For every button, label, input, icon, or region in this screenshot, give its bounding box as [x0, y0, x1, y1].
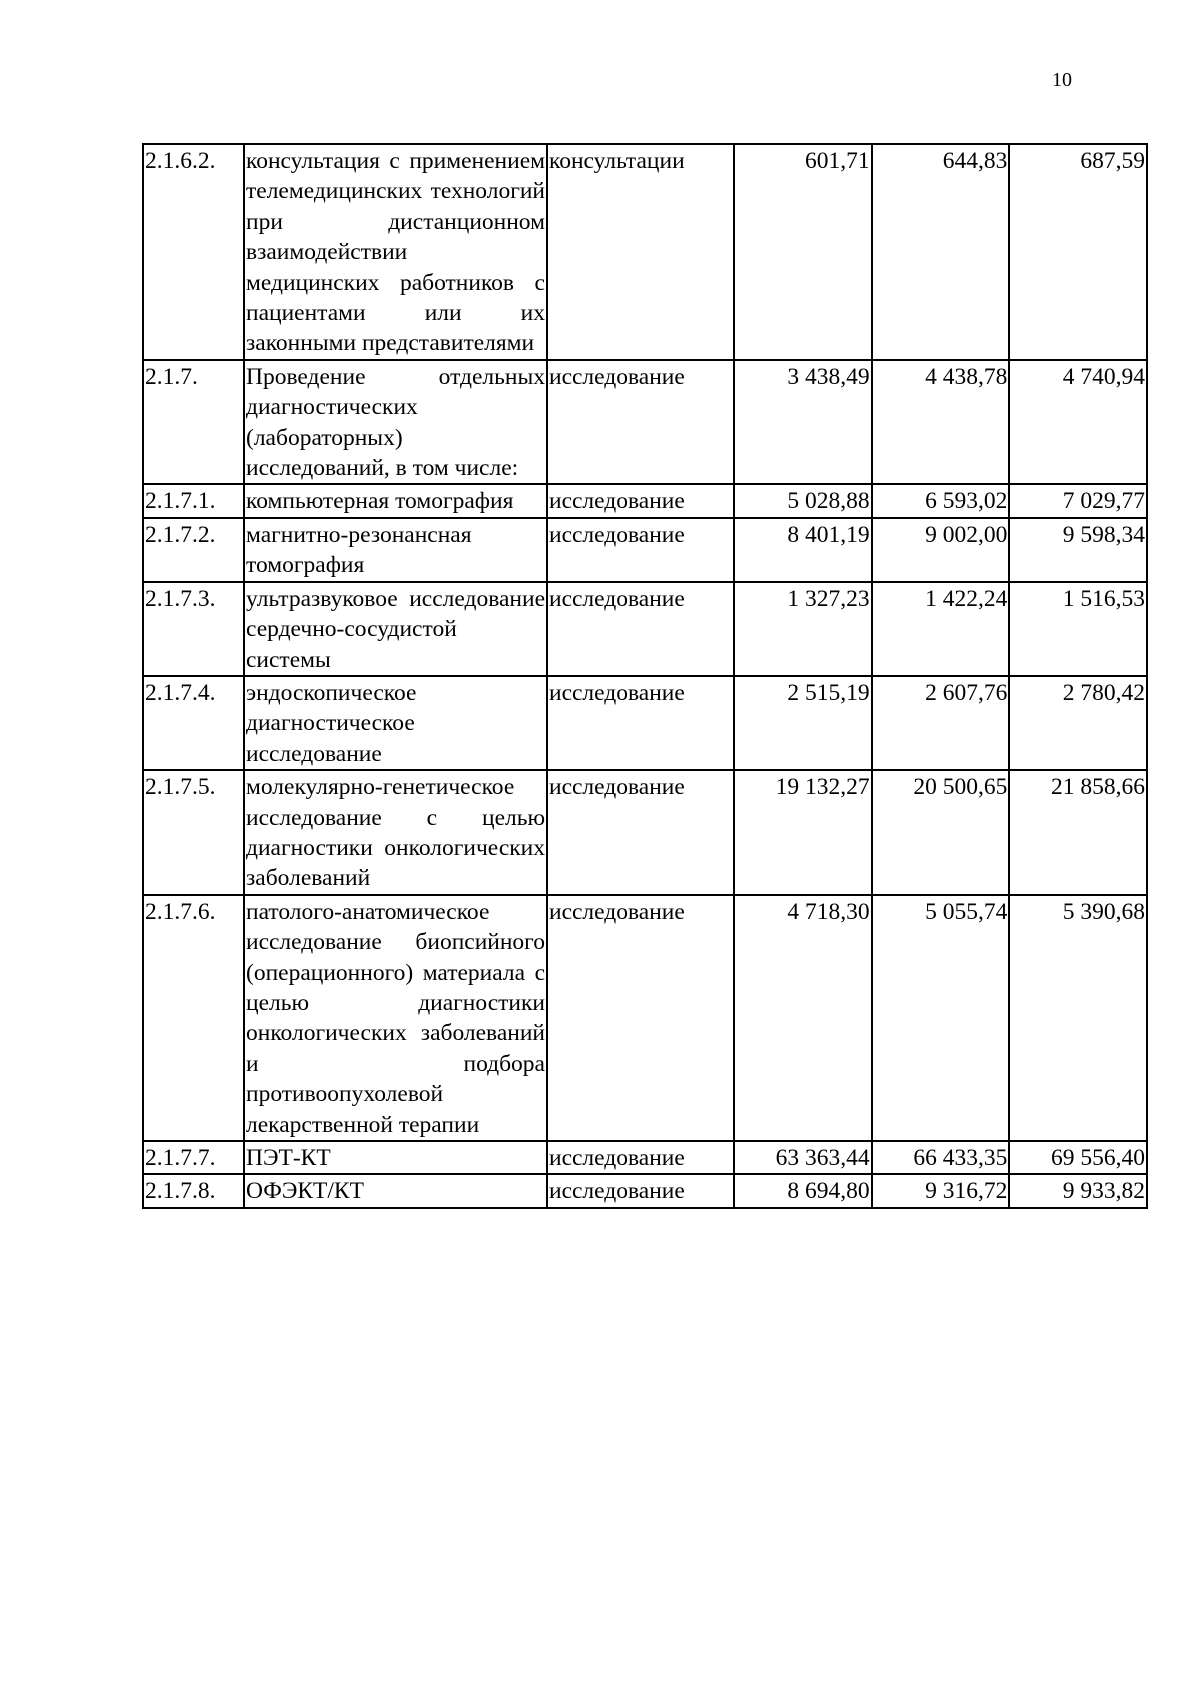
row-value-2: 644,83: [872, 144, 1010, 360]
row-name: патолого-анатомическое исследование биопсийного (операционного) материала с целью диагностики онкологических заболеваний и подбора противоопухолевой лекарственной терапии: [244, 895, 547, 1141]
row-value-2: 2 607,76: [872, 676, 1010, 770]
row-unit: консультации: [547, 144, 734, 360]
row-value-2: 4 438,78: [872, 360, 1010, 485]
row-value-2: 66 433,35: [872, 1141, 1010, 1174]
row-unit: исследование: [547, 518, 734, 582]
row-value-1: 1 327,23: [734, 582, 872, 676]
row-unit: исследование: [547, 770, 734, 895]
row-code: 2.1.7.8.: [143, 1174, 244, 1207]
row-value-1: 2 515,19: [734, 676, 872, 770]
row-name: Проведение отдельных диагностических (лабораторных) исследований, в том числе:: [244, 360, 547, 485]
tariff-table: [142, 143, 1148, 1209]
table-row: [143, 676, 1147, 770]
row-code: 2.1.7.5.: [143, 770, 244, 895]
row-value-3: 69 556,40: [1009, 1141, 1147, 1174]
table-row: [143, 360, 1147, 485]
row-value-1: 601,71: [734, 144, 872, 360]
row-value-2: 5 055,74: [872, 895, 1010, 1141]
row-name: ультразвуковое исследование сердечно-сосудистой системы: [244, 582, 547, 676]
row-value-3: 4 740,94: [1009, 360, 1147, 485]
row-unit: исследование: [547, 582, 734, 676]
row-unit: исследование: [547, 895, 734, 1141]
row-code: 2.1.7.: [143, 360, 244, 485]
row-name: молекулярно-генетическое исследование с целью диагностики онкологических заболеваний: [244, 770, 547, 895]
row-value-1: 63 363,44: [734, 1141, 872, 1174]
table-row: [143, 770, 1147, 895]
table-row: [143, 1141, 1147, 1174]
row-name: ОФЭКТ/КТ: [244, 1174, 547, 1207]
table-row: [143, 518, 1147, 582]
row-name: ПЭТ-КТ: [244, 1141, 547, 1174]
row-value-3: 1 516,53: [1009, 582, 1147, 676]
table-row: [143, 895, 1147, 1141]
row-value-3: 687,59: [1009, 144, 1147, 360]
table-row: [143, 484, 1147, 517]
row-code: 2.1.7.1.: [143, 484, 244, 517]
row-value-1: 8 401,19: [734, 518, 872, 582]
row-value-3: 5 390,68: [1009, 895, 1147, 1141]
row-value-1: 8 694,80: [734, 1174, 872, 1207]
row-value-3: 9 598,34: [1009, 518, 1147, 582]
row-value-3: 7 029,77: [1009, 484, 1147, 517]
row-code: 2.1.7.3.: [143, 582, 244, 676]
row-value-2: 20 500,65: [872, 770, 1010, 895]
row-value-2: 6 593,02: [872, 484, 1010, 517]
row-name: компьютерная томография: [244, 484, 547, 517]
row-value-1: 5 028,88: [734, 484, 872, 517]
row-unit: исследование: [547, 1174, 734, 1207]
row-value-1: 4 718,30: [734, 895, 872, 1141]
row-code: 2.1.6.2.: [143, 144, 244, 360]
row-value-2: 9 002,00: [872, 518, 1010, 582]
row-code: 2.1.7.6.: [143, 895, 244, 1141]
row-value-3: 2 780,42: [1009, 676, 1147, 770]
row-value-1: 3 438,49: [734, 360, 872, 485]
row-value-3: 9 933,82: [1009, 1174, 1147, 1207]
row-unit: исследование: [547, 676, 734, 770]
row-value-3: 21 858,66: [1009, 770, 1147, 895]
row-name: эндоскопическое диагностическое исследование: [244, 676, 547, 770]
row-name: магнитно-резонансная томография: [244, 518, 547, 582]
row-value-2: 9 316,72: [872, 1174, 1010, 1207]
table-row: [143, 582, 1147, 676]
row-code: 2.1.7.2.: [143, 518, 244, 582]
row-value-2: 1 422,24: [872, 582, 1010, 676]
row-unit: исследование: [547, 484, 734, 517]
table-row: [143, 144, 1147, 360]
row-unit: исследование: [547, 1141, 734, 1174]
row-code: 2.1.7.4.: [143, 676, 244, 770]
table-row: [143, 1174, 1147, 1207]
row-code: 2.1.7.7.: [143, 1141, 244, 1174]
row-unit: исследование: [547, 360, 734, 485]
row-name: консультация с применением телемедицинских технологий при дистанционном взаимодействии медицинских работников с пациентами или их законными представителями: [244, 144, 547, 360]
row-value-1: 19 132,27: [734, 770, 872, 895]
tariff-table-body: [143, 144, 1147, 1208]
page-number: 10: [1052, 69, 1072, 91]
